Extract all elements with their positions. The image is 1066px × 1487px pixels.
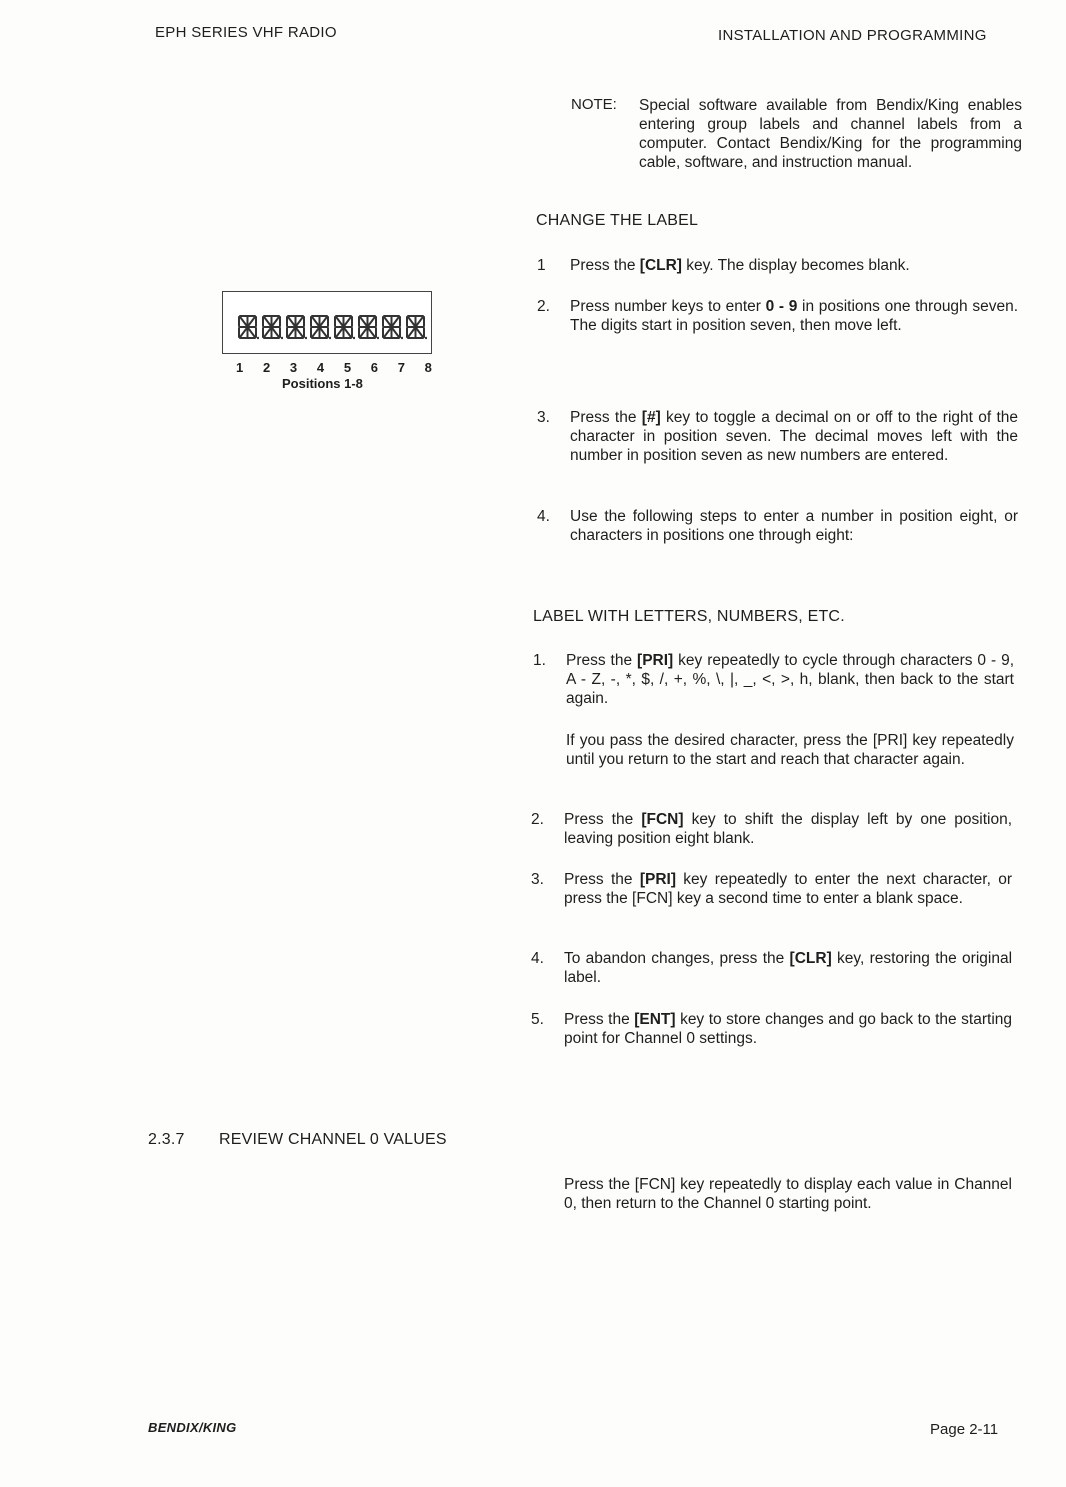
item-text: To abandon changes, press the [CLR] key, restoring the original label. [564, 950, 1013, 986]
key-label: [PRI] [639, 871, 676, 888]
section-title: REVIEW CHANNEL 0 VALUES [219, 1131, 447, 1148]
lcd-character [333, 314, 355, 345]
position-number: 3 [289, 360, 298, 375]
item-number: 1. [533, 652, 546, 669]
key-label: 0 - 9 [765, 298, 798, 315]
key-label: [PRI] [637, 652, 674, 669]
item-number: 2. [531, 811, 544, 828]
item-number: 1 [537, 257, 546, 274]
label-letters-heading: LABEL WITH LETTERS, NUMBERS, ETC. [533, 608, 845, 625]
item-number: 4. [531, 950, 544, 967]
lcd-character [381, 314, 403, 345]
change-label-heading: CHANGE THE LABEL [536, 212, 699, 229]
item-text: Press the [PRI] key repeatedly to cycle through characters 0 - 9, A - Z, -, *, $, /, +, %, \, |, _, <, >, h, blank, then back to the start again. [566, 652, 1014, 707]
position-number: 7 [397, 360, 405, 375]
header-left: EPH SERIES VHF RADIO [155, 24, 337, 41]
note-text: Special software available from Bendix/King enables entering group labels and channel labels from a computer. Contact Bendix/King for the programming cable, software, and instruction manual. [639, 97, 1022, 171]
position-number: 6 [370, 360, 378, 375]
item-text: Press the [#] key to toggle a decimal on or off to the right of the character in position seven. The decimal moves left with the number in position seven as new numbers are entered. [570, 409, 1019, 464]
item-text: Press the [FCN] key to shift the display left by one position, leaving position eight blank. [564, 811, 1013, 847]
key-label: [FCN] [641, 811, 684, 828]
lcd-character [405, 314, 427, 345]
lcd-character [261, 314, 283, 345]
item-text: Use the following steps to enter a number in position eight, or characters in positions one through eight: [570, 508, 1018, 544]
display-figure [222, 291, 432, 354]
item-number: 5. [531, 1011, 544, 1028]
lcd-character [237, 314, 259, 345]
page-number: Page 2-11 [930, 1421, 999, 1438]
key-label: [CLR] [639, 257, 682, 274]
item-number: 3. [531, 871, 544, 888]
item-number: 4. [537, 508, 550, 525]
position-number: 8 [424, 360, 432, 375]
footer-brand-logo: BENDIX/KING [148, 1420, 237, 1435]
header-right: INSTALLATION AND PROGRAMMING [718, 27, 987, 44]
position-numbers [236, 360, 432, 375]
segment-display [237, 314, 427, 345]
position-number: 2 [262, 360, 271, 375]
figure-caption: Positions 1-8 [282, 376, 363, 391]
review-text: Press the [FCN] key repeatedly to display each value in Channel 0, then return to the Channel 0 starting point. [564, 1176, 1012, 1212]
key-label: [CLR] [789, 950, 832, 967]
item-number: 3. [537, 409, 550, 426]
item-text: Press the [PRI] key repeatedly to enter the next character, or press the [FCN] key a second time to enter a blank space. [564, 871, 1012, 907]
note-label: NOTE: [571, 96, 617, 113]
item-text: Press the [ENT] key to store changes and go back to the starting point for Channel 0 settings. [564, 1011, 1012, 1047]
item-text: Press the [CLR] key. The display becomes blank. [570, 257, 910, 274]
position-number: 1 [236, 360, 244, 375]
lcd-character [309, 314, 331, 345]
key-label: [#] [641, 409, 661, 426]
item-text: Press number keys to enter 0 - 9 in positions one through seven. The digits start in position seven, then move left. [570, 298, 1019, 334]
position-number: 4 [316, 360, 325, 375]
position-number: 5 [343, 360, 352, 375]
section-number: 2.3.7 [148, 1131, 185, 1148]
item-number: 2. [537, 298, 550, 315]
pass-note: If you pass the desired character, press the [PRI] key repeatedly until you return to the start and reach that character again. [566, 732, 1014, 768]
lcd-character [357, 314, 379, 345]
lcd-character [285, 314, 307, 345]
key-label: [ENT] [634, 1011, 676, 1028]
